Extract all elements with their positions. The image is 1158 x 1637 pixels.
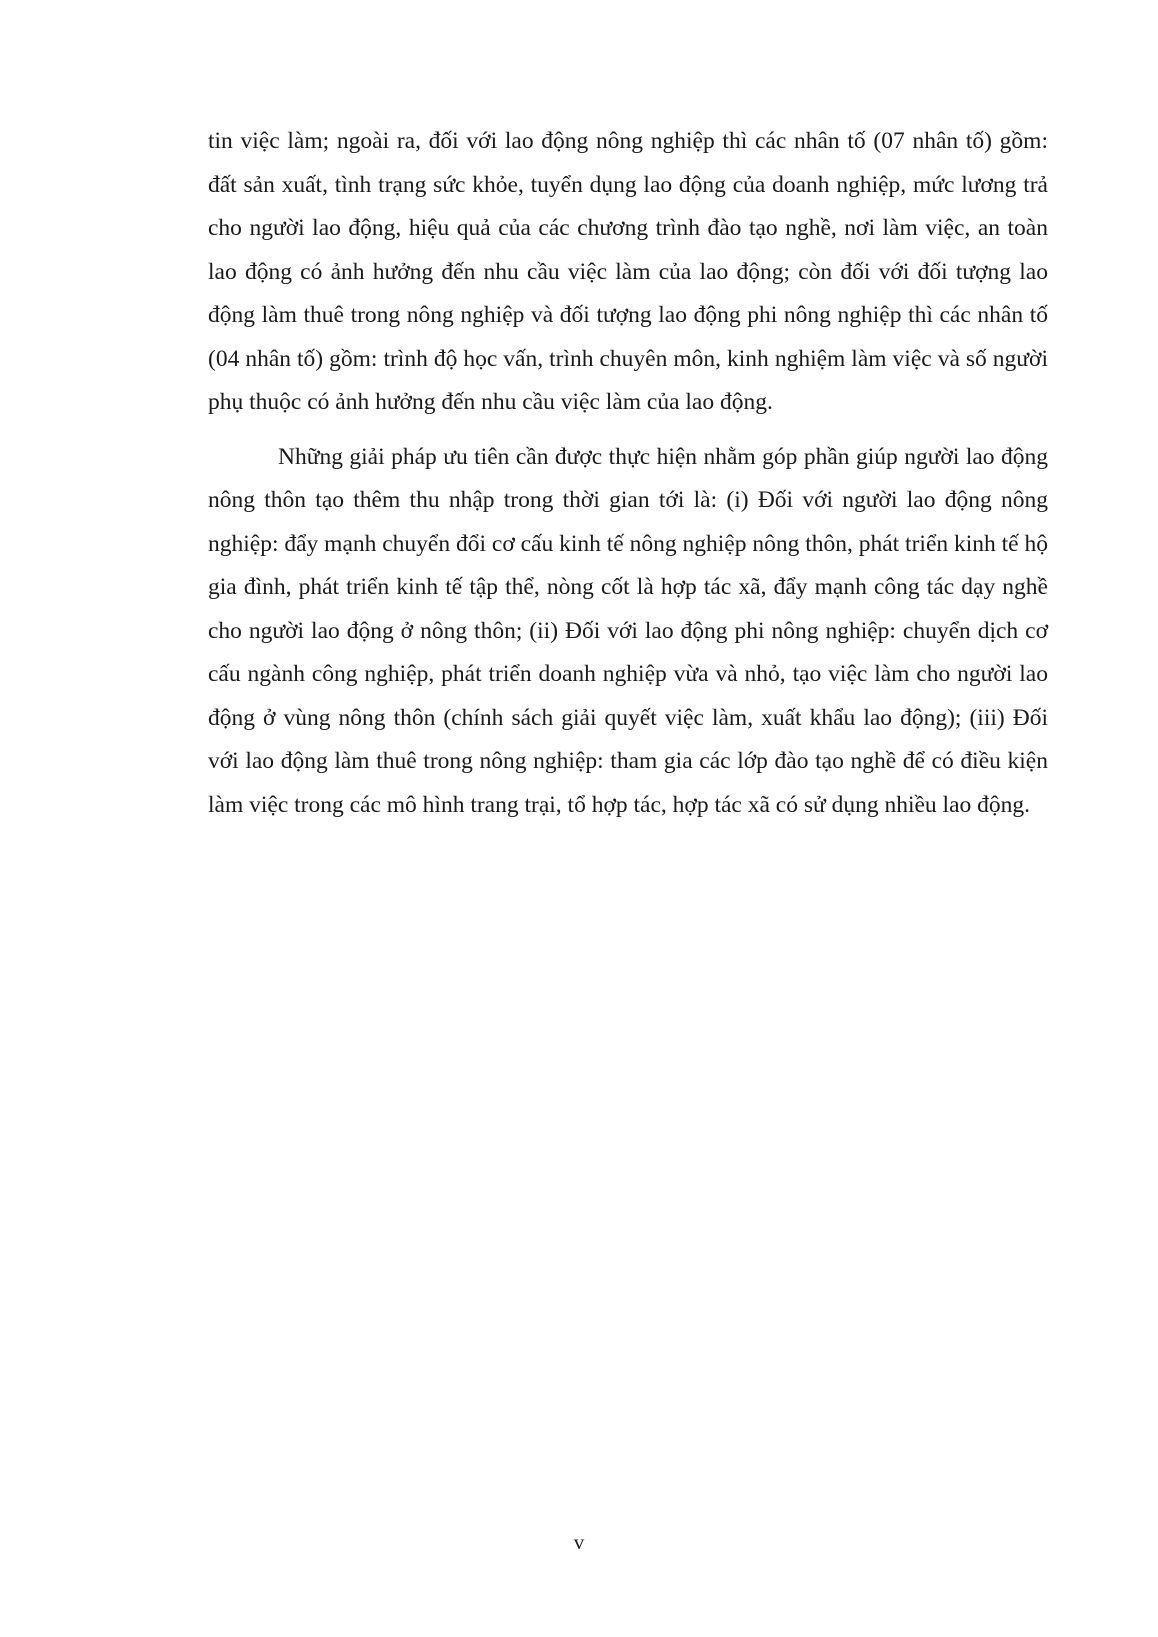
page-number: v — [573, 1530, 585, 1554]
paragraph-solutions: Những giải pháp ưu tiên cần được thực hiện nhằm góp phần giúp người lao động nông thôn tạo thêm thu nhập trong thời gian tới là: (i) Đối với người lao động nông nghiệp: đẩy mạnh chuyển đổi cơ cấu kinh tế nông nghiệp nông thôn, phát triển kinh tế hộ gia đình, phát triển kinh tế tập thể, nòng cốt là hợp tác xã, đẩy mạnh công tác dạy nghề cho người lao động ở nông thôn; (ii) Đối với lao động phi nông nghiệp: chuyển dịch cơ cấu ngành công nghiệp, phát triển doanh nghiệp vừa và nhỏ, tạo việc làm cho người lao động ở vùng nông thôn (chính sách giải quyết việc làm, xuất khẩu lao động); (iii) Đối với lao động làm thuê trong nông nghiệp: tham gia các lớp đào tạo nghề để có điều kiện làm việc trong các mô hình trang trại, tổ hợp tác, hợp tác xã có sử dụng nhiều lao động. — [208, 443, 1048, 818]
document-body — [208, 120, 1048, 827]
paragraph-continuation: tin việc làm; ngoài ra, đối với lao động nông nghiệp thì các nhân tố (07 nhân tố) gồm: đất sản xuất, tình trạng sức khỏe, tuyển dụng lao động của doanh nghiệp, mức lương trả cho người lao động, hiệu quả của các chương trình đào tạo nghề, nơi làm việc, an toàn lao động có ảnh hưởng đến nhu cầu việc làm của lao động; còn đối với đối tượng lao động làm thuê trong nông nghiệp và đối tượng lao động phi nông nghiệp thì các nhân tố (04 nhân tố) gồm: trình độ học vấn, trình chuyên môn, kinh nghiệm làm việc và số người phụ thuộc có ảnh hưởng đến nhu cầu việc làm của lao động. — [208, 128, 1048, 415]
